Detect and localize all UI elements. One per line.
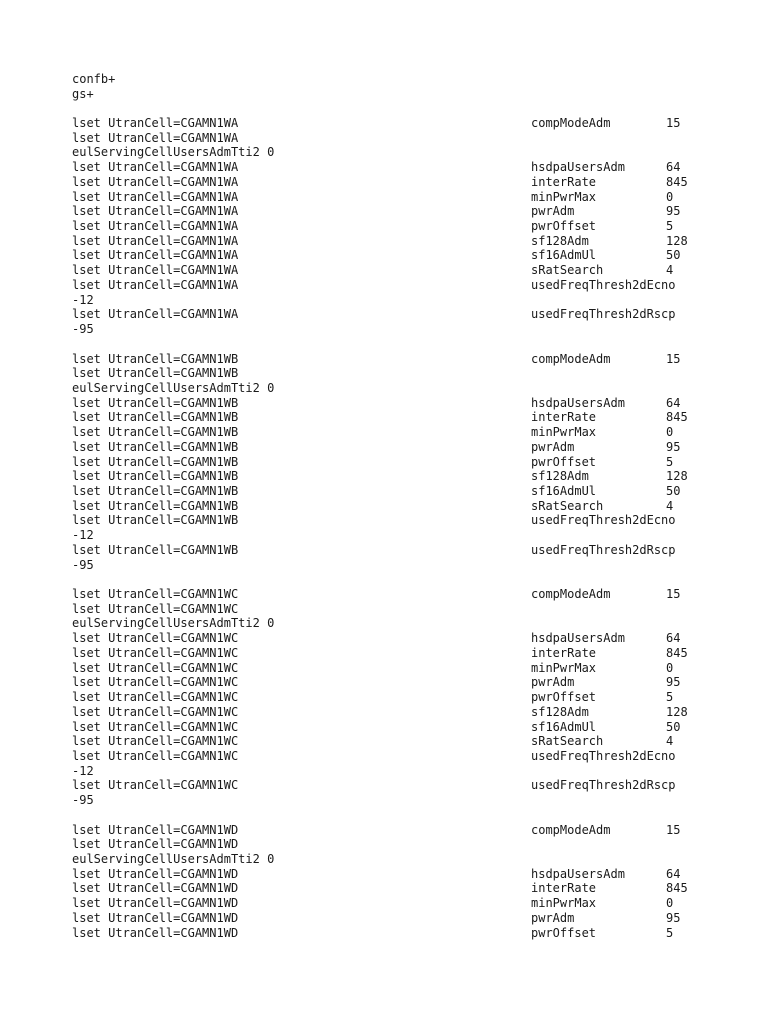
parameter-name: compModeAdm [531, 351, 611, 366]
parameter-value: 64 [666, 866, 681, 881]
parameter-name: pwrOffset [531, 690, 597, 705]
command-text: lset UtranCell=CGAMN1WB [72, 454, 239, 469]
command-text: lset UtranCell=CGAMN1WD [72, 866, 239, 881]
parameter-value: 5 [666, 219, 674, 234]
command-text: lset UtranCell=CGAMN1WC [72, 631, 239, 646]
command-text: -12 [72, 292, 94, 307]
command-text: lset UtranCell=CGAMN1WD [72, 910, 239, 925]
command-text: lset UtranCell=CGAMN1WD [72, 925, 239, 940]
command-text: lset UtranCell=CGAMN1WC [72, 748, 239, 763]
parameter-name: interRate [531, 174, 597, 189]
command-text: lset UtranCell=CGAMN1WC [72, 690, 239, 705]
parameter-value: 95 [666, 675, 681, 690]
command-text: lset UtranCell=CGAMN1WB [72, 498, 239, 513]
parameter-value: 95 [666, 204, 681, 219]
command-text: lset UtranCell=CGAMN1WD [72, 881, 239, 896]
parameter-value: 5 [666, 925, 674, 940]
parameter-value: 64 [666, 160, 681, 175]
parameter-name: compModeAdm [531, 587, 611, 602]
command-text: lset UtranCell=CGAMN1WC [72, 587, 239, 602]
parameter-value: 95 [666, 910, 681, 925]
parameter-name: compModeAdm [531, 822, 611, 837]
parameter-name: minPwrMax [531, 189, 597, 204]
command-text: lset UtranCell=CGAMN1WC [72, 601, 239, 616]
parameter-value: 5 [666, 690, 674, 705]
parameter-name: pwrAdm [531, 910, 575, 925]
parameter-name: pwrOffset [531, 925, 597, 940]
command-text: -95 [72, 557, 94, 572]
parameter-value: 4 [666, 263, 674, 278]
command-text: eulServingCellUsersAdmTti2 0 [72, 616, 275, 631]
command-text: eulServingCellUsersAdmTti2 0 [72, 852, 275, 866]
parameter-name: pwrAdm [531, 204, 575, 219]
parameter-value: 845 [666, 881, 688, 896]
command-text: lset UtranCell=CGAMN1WC [72, 675, 239, 690]
parameter-name: hsdpaUsersAdm [531, 160, 625, 175]
header-line: gs+ [72, 86, 94, 101]
parameter-name: sRatSearch [531, 263, 604, 278]
parameter-name: interRate [531, 881, 597, 896]
parameter-value: 4 [666, 734, 674, 749]
parameter-value: 15 [666, 351, 681, 366]
command-text: lset UtranCell=CGAMN1WD [72, 896, 239, 911]
parameter-name: sf128Adm [531, 469, 589, 484]
command-text: lset UtranCell=CGAMN1WA [72, 219, 239, 234]
parameter-name: usedFreqThresh2dRscp [531, 778, 676, 793]
parameter-name: pwrOffset [531, 219, 597, 234]
parameter-value: 15 [666, 587, 681, 602]
parameter-name: usedFreqThresh2dEcno [531, 513, 676, 528]
command-text: lset UtranCell=CGAMN1WB [72, 395, 239, 410]
parameter-name: interRate [531, 410, 597, 425]
parameter-name: usedFreqThresh2dEcno [531, 748, 676, 763]
parameter-name: sf16AdmUl [531, 719, 597, 734]
parameter-value: 0 [666, 425, 674, 440]
parameter-name: sf16AdmUl [531, 248, 597, 263]
parameter-name: sRatSearch [531, 498, 604, 513]
parameter-value: 845 [666, 174, 688, 189]
parameter-name: interRate [531, 645, 597, 660]
command-text: -95 [72, 793, 94, 808]
parameter-value: 845 [666, 645, 688, 660]
command-text: lset UtranCell=CGAMN1WB [72, 410, 239, 425]
command-text: lset UtranCell=CGAMN1WC [72, 778, 239, 793]
parameter-name: pwrAdm [531, 675, 575, 690]
parameter-name: compModeAdm [531, 116, 611, 130]
parameter-name: usedFreqThresh2dRscp [531, 307, 676, 322]
command-text: lset UtranCell=CGAMN1WB [72, 366, 239, 381]
command-text: lset UtranCell=CGAMN1WB [72, 542, 239, 557]
command-text: lset UtranCell=CGAMN1WB [72, 513, 239, 528]
command-text: lset UtranCell=CGAMN1WC [72, 660, 239, 675]
parameter-value: 845 [666, 410, 688, 425]
parameter-value: 4 [666, 498, 674, 513]
command-text: lset UtranCell=CGAMN1WB [72, 351, 239, 366]
command-text: -95 [72, 322, 94, 337]
parameter-value: 128 [666, 704, 688, 719]
command-text: lset UtranCell=CGAMN1WA [72, 248, 239, 263]
parameter-value: 15 [666, 822, 681, 837]
parameter-value: 64 [666, 631, 681, 646]
parameter-name: sf16AdmUl [531, 484, 597, 498]
command-text: lset UtranCell=CGAMN1WA [72, 263, 239, 278]
command-text: lset UtranCell=CGAMN1WA [72, 189, 239, 204]
command-text: lset UtranCell=CGAMN1WA [72, 160, 239, 175]
command-text: lset UtranCell=CGAMN1WB [72, 439, 239, 454]
parameter-name: hsdpaUsersAdm [531, 395, 625, 410]
parameter-name: sf128Adm [531, 233, 589, 248]
command-text: lset UtranCell=CGAMN1WA [72, 174, 239, 189]
command-text: lset UtranCell=CGAMN1WC [72, 704, 239, 719]
parameter-value: 50 [666, 484, 681, 498]
parameter-value: 128 [666, 469, 688, 484]
parameter-value: 5 [666, 454, 674, 469]
command-text: lset UtranCell=CGAMN1WA [72, 233, 239, 248]
parameter-name: usedFreqThresh2dEcno [531, 277, 676, 292]
parameter-name: minPwrMax [531, 896, 597, 911]
parameter-value: 0 [666, 660, 674, 675]
parameter-value: 15 [666, 116, 681, 130]
command-text: lset UtranCell=CGAMN1WD [72, 822, 239, 837]
command-text: lset UtranCell=CGAMN1WA [72, 130, 239, 145]
parameter-value: 0 [666, 896, 674, 911]
command-text: -12 [72, 528, 94, 543]
command-text: lset UtranCell=CGAMN1WB [72, 484, 239, 498]
parameter-name: minPwrMax [531, 660, 597, 675]
command-text: lset UtranCell=CGAMN1WB [72, 469, 239, 484]
parameter-name: pwrOffset [531, 454, 597, 469]
parameter-value: 128 [666, 233, 688, 248]
command-text: lset UtranCell=CGAMN1WA [72, 307, 239, 322]
command-text: lset UtranCell=CGAMN1WD [72, 837, 239, 852]
header-line: confb+ [72, 72, 116, 86]
parameter-name: minPwrMax [531, 425, 597, 440]
parameter-name: usedFreqThresh2dRscp [531, 542, 676, 557]
parameter-name: sf128Adm [531, 704, 589, 719]
parameter-name: hsdpaUsersAdm [531, 631, 625, 646]
parameter-value: 64 [666, 395, 681, 410]
parameter-value: 0 [666, 189, 674, 204]
command-text: lset UtranCell=CGAMN1WA [72, 277, 239, 292]
parameter-name: pwrAdm [531, 439, 575, 454]
command-text: lset UtranCell=CGAMN1WC [72, 645, 239, 660]
parameter-name: hsdpaUsersAdm [531, 866, 625, 881]
parameter-name: sRatSearch [531, 734, 604, 749]
command-text: lset UtranCell=CGAMN1WB [72, 425, 239, 440]
command-text: lset UtranCell=CGAMN1WA [72, 116, 239, 130]
command-text: lset UtranCell=CGAMN1WA [72, 204, 239, 219]
command-text: lset UtranCell=CGAMN1WC [72, 719, 239, 734]
command-text: -12 [72, 763, 94, 778]
command-text: eulServingCellUsersAdmTti2 0 [72, 380, 275, 395]
parameter-value: 95 [666, 439, 681, 454]
parameter-value: 50 [666, 719, 681, 734]
command-text: lset UtranCell=CGAMN1WC [72, 734, 239, 749]
parameter-value: 50 [666, 248, 681, 263]
command-text: eulServingCellUsersAdmTti2 0 [72, 145, 275, 160]
